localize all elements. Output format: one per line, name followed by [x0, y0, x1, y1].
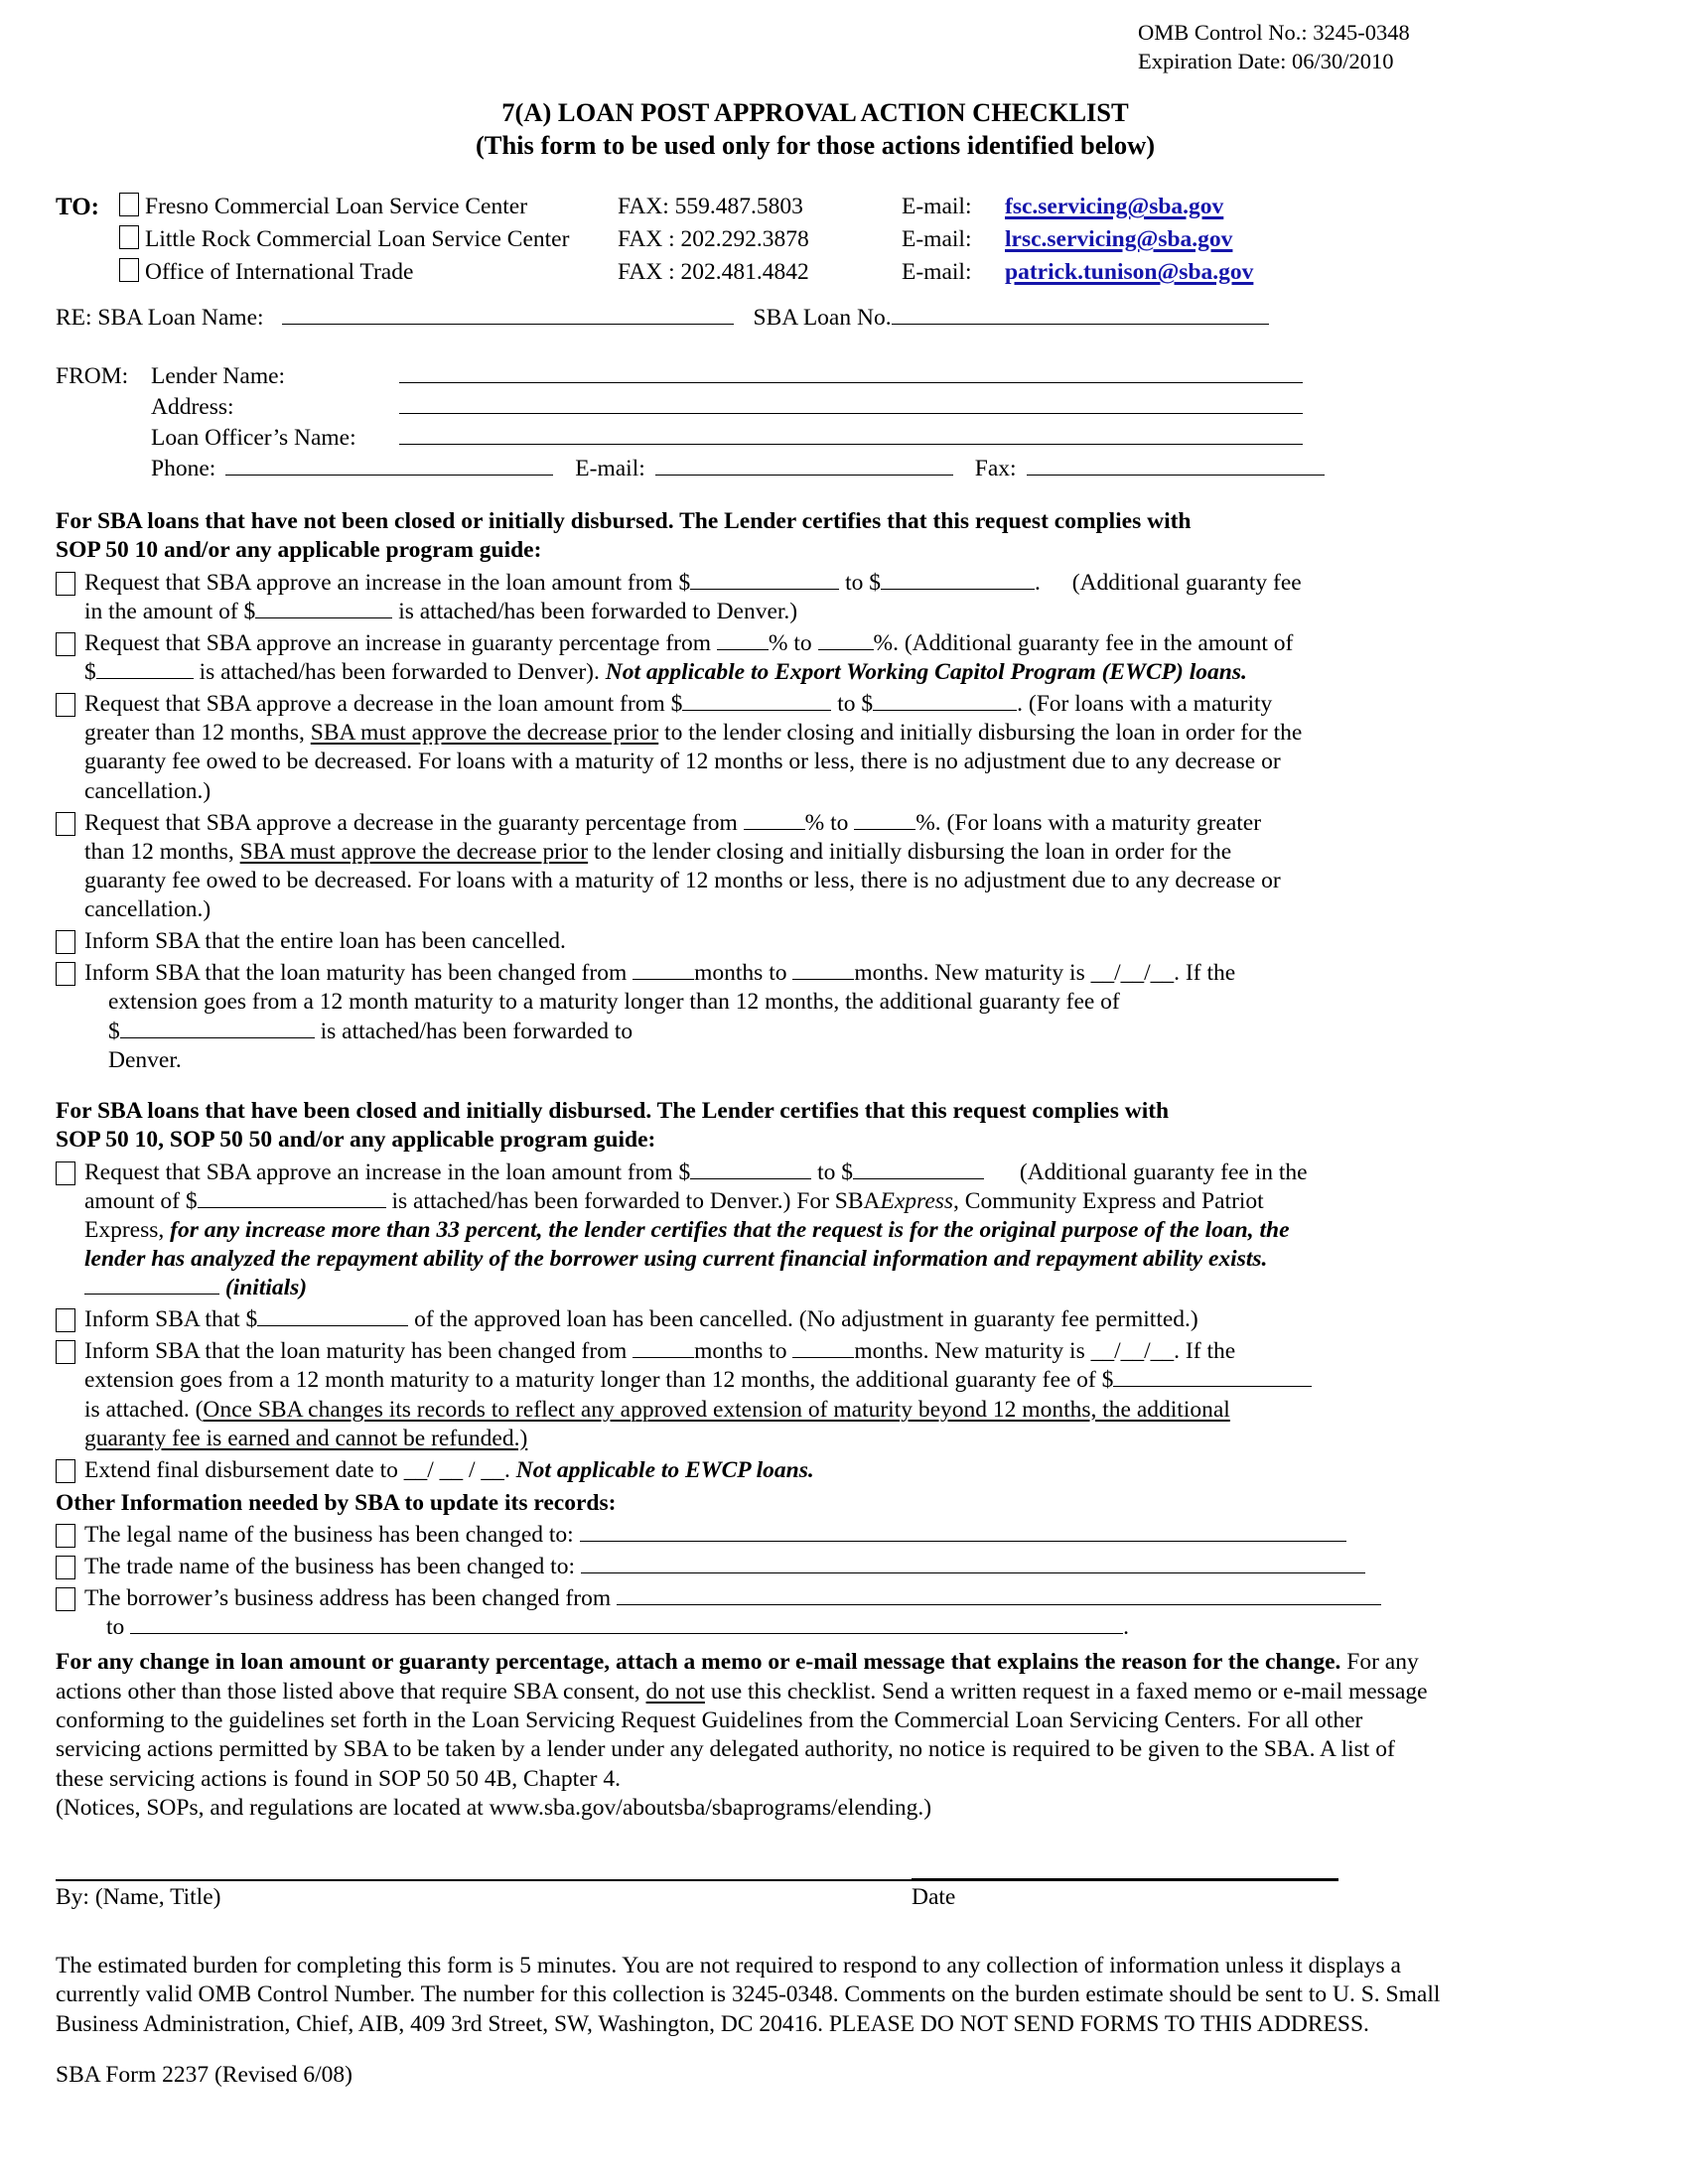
s1-i5-text: Inform SBA that the entire loan has been cancelled.	[84, 928, 566, 955]
to-office-fresno: Fresno Commercial Loan Service Center	[145, 194, 528, 220]
closing-note-line2-c: use this checklist. Send a written request in a faxed memo or e-mail message	[710, 1678, 1428, 1705]
phone-input[interactable]	[225, 455, 553, 476]
checkbox-little-rock[interactable]	[119, 225, 139, 249]
s2-i1-fee-input[interactable]	[198, 1189, 386, 1208]
section2-item-increase-loan-amount	[56, 1159, 1575, 1303]
s3-i2-label: The trade name of the business has been changed to:	[84, 1553, 575, 1579]
s2-i4-text-d: Not applicable to EWCP loans.	[515, 1456, 814, 1483]
section2-item-extend-disbursement	[56, 1456, 1575, 1485]
s2-i1-text-i: for any increase more than 33 percent, the lender certifies that the request is for the original purpose of the loan, the	[170, 1216, 1290, 1243]
s3-i3-to-label: to	[106, 1614, 125, 1640]
closing-note-line5: these servicing actions is found in SOP 50 50 4B, Chapter 4.	[56, 1765, 621, 1792]
closing-note-line2-b: do not	[645, 1678, 705, 1705]
s2-i3-text-b: months to	[694, 1338, 787, 1365]
email-label: E-mail:	[575, 455, 645, 481]
to-email-label-international-trade: E-mail:	[902, 259, 972, 286]
s3-i1-input[interactable]	[580, 1523, 1346, 1542]
sba-loan-no-input[interactable]	[892, 304, 1269, 325]
s1-i4-text-b: %	[804, 809, 825, 836]
re-section	[56, 304, 1575, 333]
fax-input[interactable]	[1027, 455, 1325, 476]
s1-i6-text-c: months. New maturity is	[854, 960, 1085, 987]
section3-item-legal-name	[56, 1521, 1575, 1550]
s1-i3-text-f: to the lender closing and initially disbursing the loan in order for the	[664, 720, 1303, 747]
signature-date-block	[912, 1878, 1338, 1912]
section2-heading-line1: For SBA loans that have been closed and initially disbursed. The Lender certifies that this request complies with	[56, 1097, 1170, 1124]
s1-i6-text-g: $	[108, 1018, 120, 1044]
to-office-little-rock: Little Rock Commercial Loan Service Center	[145, 226, 570, 253]
s1-i6-text-i: Denver.	[108, 1046, 182, 1073]
section3-heading: Other Information needed by SBA to update its records:	[56, 1489, 617, 1516]
phone-label: Phone:	[151, 455, 216, 481]
s3-i2-input[interactable]	[581, 1555, 1365, 1573]
checkbox-s1-entire-loan-cancelled[interactable]	[56, 930, 75, 954]
s1-i3-to-input[interactable]	[873, 692, 1017, 711]
s2-i4-text-a: Extend final disbursement date to	[84, 1456, 398, 1483]
to-row-international-trade	[56, 258, 1575, 291]
to-row-little-rock	[56, 225, 1575, 258]
burden-statement	[56, 1952, 1575, 2039]
s1-i3-text-g: guaranty fee owed to be decreased. For loans with a maturity of 12 months or less, there is no adjustment due to any decrease or	[84, 749, 1281, 775]
checkbox-s1-decrease-guaranty-pct[interactable]	[56, 812, 75, 836]
s2-i4-date-input[interactable]: __/ __ / __	[403, 1456, 504, 1483]
s1-i2-text-f: Not applicable to Export Working Capitol Program (EWCP) loans.	[605, 659, 1247, 686]
s2-i3-to-months-input[interactable]	[792, 1339, 854, 1358]
section1-item-increase-loan-amount	[56, 569, 1575, 626]
address-label: Address:	[151, 393, 234, 420]
s1-i1-to-input[interactable]	[881, 571, 1035, 590]
s1-i6-text-h: is attached/has been forwarded to	[320, 1018, 633, 1044]
closing-note-line1-rest: For any	[1346, 1649, 1419, 1676]
s1-i1-text-f: is attached/has been forwarded to Denver.)	[398, 598, 798, 624]
sba-loan-no-label: SBA Loan No.	[753, 305, 892, 332]
s3-i1-label: The legal name of the business has been changed to:	[84, 1521, 574, 1548]
from-address-row	[56, 393, 1575, 424]
to-row-fresno	[56, 193, 1575, 225]
section1-item-decrease-guaranty-pct	[56, 809, 1575, 925]
omb-control-number: OMB Control No.: 3245-0348	[1138, 20, 1410, 45]
checkbox-s3-trade-name[interactable]	[56, 1556, 75, 1579]
omb-header	[1138, 18, 1575, 76]
signature-section	[56, 1878, 1575, 1912]
re-loan-name-input[interactable]	[282, 304, 734, 325]
s2-i2-text-b: of the approved loan has been cancelled. (No adjustment in guaranty fee permitted.)	[414, 1306, 1198, 1333]
form-title: 7(A) LOAN POST APPROVAL ACTION CHECKLIST	[501, 96, 1129, 127]
closing-note-bold-lead: For any change in loan amount or guaranty percentage, attach a memo or e-mail message that explains the reason for the change.	[56, 1649, 1341, 1676]
s1-i2-text-b: % to	[768, 629, 812, 656]
section2-item-partial-cancel	[56, 1305, 1575, 1334]
s2-i1-to-input[interactable]	[853, 1160, 984, 1179]
s1-i6-text-e: . If the	[1174, 960, 1236, 987]
checkbox-s1-decrease-loan-amount[interactable]	[56, 693, 75, 717]
s1-i6-new-maturity-input[interactable]: __/__/__	[1090, 960, 1175, 987]
burden-line2: currently valid OMB Control Number. The number for this collection is 3245-0348. Comments on the burden estimate should be sent to U. S. Small	[56, 1981, 1441, 2008]
lender-name-label: Lender Name:	[151, 362, 286, 389]
s1-i6-to-months-input[interactable]	[792, 961, 854, 980]
s2-i1-initials-input[interactable]	[84, 1276, 219, 1295]
s3-i3-label: The borrower’s business address has been changed from	[84, 1584, 612, 1611]
s1-i4-text-d: %. (For loans with a maturity greater	[915, 809, 1262, 836]
to-email-international-trade[interactable]: patrick.tunison@sba.gov	[1005, 259, 1254, 286]
section2-heading-line2: SOP 50 10, SOP 50 50 and/or any applicable program guide:	[56, 1127, 656, 1154]
loan-officer-input[interactable]	[399, 424, 1303, 445]
closing-note-line2-a: actions other than those listed above that require SBA consent,	[56, 1678, 640, 1705]
to-fax-international-trade: FAX : 202.481.4842	[618, 259, 809, 286]
s2-i3-fee-input[interactable]	[1113, 1368, 1312, 1387]
section1-heading	[56, 507, 1575, 566]
to-fax-fresno: FAX: 559.487.5803	[618, 194, 803, 220]
closing-note-line1	[56, 1648, 1575, 1677]
section1-item-entire-loan-cancelled	[56, 927, 1575, 956]
s1-i3-text-b: to $	[837, 691, 874, 718]
s1-i3-text-c: . (For loans with a maturity	[1017, 691, 1273, 718]
s1-i4-text-h: guaranty fee owed to be decreased. For loans with a maturity of 12 months or less, there is no adjustment due to any decrease or	[84, 867, 1281, 893]
to-email-label-fresno: E-mail:	[902, 194, 972, 220]
s2-i1-from-input[interactable]	[690, 1160, 811, 1179]
s2-i3-new-maturity-input[interactable]: __/__/__	[1090, 1338, 1175, 1365]
s2-i1-text-j: lender has analyzed the repayment ability of the borrower using current financial information and repayment ability exists.	[84, 1245, 1268, 1272]
s1-i1-text-a: Request that SBA approve an increase in the loan amount from $	[84, 569, 691, 596]
s1-i2-text-c: %. (Additional guaranty fee in the amount of	[873, 629, 1294, 656]
section1-item-increase-guaranty-pct	[56, 629, 1575, 687]
s1-i2-from-pct-input[interactable]	[717, 631, 769, 650]
omb-expiration-date: Expiration Date: 06/30/2010	[1138, 49, 1394, 74]
s1-i4-text-i: cancellation.)	[84, 896, 211, 923]
s1-i3-text-a: Request that SBA approve a decrease in the loan amount from $	[84, 691, 683, 718]
checkbox-international-trade[interactable]	[119, 258, 139, 282]
s2-i3-text-c: months. New maturity is	[854, 1338, 1085, 1365]
to-email-label-little-rock: E-mail:	[902, 226, 972, 253]
s2-i3-text-a: Inform SBA that the loan maturity has been changed from	[84, 1338, 628, 1365]
s3-i3-from-input[interactable]	[617, 1586, 1381, 1605]
s2-i1-text-a: Request that SBA approve an increase in the loan amount from $	[84, 1159, 691, 1185]
s1-i2-text-a: Request that SBA approve an increase in guaranty percentage from	[84, 629, 712, 656]
signature-date-label: Date	[912, 1884, 956, 1911]
s3-i3-to-input[interactable]	[130, 1615, 1123, 1634]
s2-i3-text-h: Once SBA changes its records to reflect any approved extension of maturity beyond 12 months, the additional	[203, 1396, 1230, 1423]
s1-i4-text-e: than 12 months,	[84, 838, 234, 865]
checkbox-s1-increase-guaranty-pct[interactable]	[56, 632, 75, 656]
s1-i1-fee-input[interactable]	[255, 600, 392, 618]
to-label: TO:	[56, 194, 99, 221]
closing-note-line6: (Notices, SOPs, and regulations are located at www.sba.gov/aboutsba/sbaprograms/elending.)	[56, 1795, 932, 1821]
fax-label: Fax:	[974, 455, 1017, 481]
checkbox-s1-increase-loan-amount[interactable]	[56, 572, 75, 596]
s2-i1-text-d: amount of $	[84, 1187, 198, 1214]
s1-i6-from-months-input[interactable]	[633, 961, 694, 980]
to-fax-little-rock: FAX : 202.292.3878	[618, 226, 809, 253]
s2-i2-amount-input[interactable]	[257, 1307, 408, 1326]
s2-i1-text-c: (Additional guaranty fee in the	[1019, 1159, 1308, 1185]
checkbox-s2-maturity-changed[interactable]	[56, 1340, 75, 1364]
closing-note-line2	[56, 1678, 1575, 1706]
s1-i1-text-b: to $	[845, 569, 881, 596]
to-office-international-trade: Office of International Trade	[145, 259, 414, 286]
s1-i2-to-pct-input[interactable]	[818, 631, 874, 650]
closing-note	[56, 1648, 1575, 1823]
signature-by-block	[56, 1879, 912, 1912]
s3-i3-period: .	[1123, 1614, 1130, 1640]
burden-line1: The estimated burden for completing this form is 5 minutes. You are not required to respond to any collection of information unless it displays a	[56, 1953, 1401, 1979]
checkbox-s2-partial-cancel[interactable]	[56, 1308, 75, 1332]
form-subtitle: (This form to be used only for those actions identified below)	[475, 130, 1156, 161]
s1-i4-text-g: to the lender closing and initially disbursing the loan in order for the	[594, 838, 1232, 865]
checkbox-s3-business-address[interactable]	[56, 1587, 75, 1611]
s1-i6-fee-input[interactable]	[120, 1020, 315, 1038]
address-input[interactable]	[399, 393, 1303, 414]
email-input[interactable]	[655, 455, 953, 476]
s1-i3-text-h: cancellation.)	[84, 777, 211, 804]
s1-i6-text-b: months to	[694, 960, 787, 987]
s2-i3-text-f: extension goes from a 12 month maturity to a maturity longer than 12 months, the additional guaranty fee of $	[84, 1367, 1114, 1394]
s1-i6-text-a: Inform SBA that the loan maturity has been changed from	[84, 960, 628, 987]
s1-i4-text-f: SBA must approve the decrease prior	[239, 838, 589, 865]
s2-i3-from-months-input[interactable]	[633, 1339, 694, 1358]
s2-i1-text-f: Express	[880, 1187, 954, 1214]
from-contact-row	[56, 455, 1575, 485]
section2-item-maturity-changed	[56, 1337, 1575, 1453]
s2-i1-initials-label: (initials)	[224, 1275, 308, 1301]
section3-item-trade-name	[56, 1553, 1575, 1581]
section1-heading-line2: SOP 50 10 and/or any applicable program guide:	[56, 537, 542, 564]
checkbox-s2-increase-loan-amount[interactable]	[56, 1161, 75, 1185]
checkbox-fresno[interactable]	[119, 193, 139, 216]
section3-item-business-address	[56, 1584, 1575, 1642]
from-lender-name-row	[56, 362, 1575, 393]
s1-i4-from-pct-input[interactable]	[744, 811, 805, 830]
from-loan-officer-row	[56, 424, 1575, 455]
from-label: FROM:	[56, 362, 129, 389]
checkbox-s1-maturity-changed[interactable]	[56, 962, 75, 986]
s1-i2-text-e: is attached/has been forwarded to Denver).	[199, 659, 600, 686]
s2-i1-text-b: to $	[817, 1159, 853, 1185]
closing-note-line3: conforming to the guidelines set forth in the Loan Servicing Request Guidelines from the Commercial Loan Servicing Centers. For all other	[56, 1706, 1363, 1733]
s1-i6-text-f: extension goes from a 12 month maturity to a maturity longer than 12 months, the additional guaranty fee of	[108, 989, 1120, 1016]
re-loan-name-label: RE: SBA Loan Name:	[56, 305, 264, 332]
burden-line3: Business Administration, Chief, AIB, 409 3rd Street, SW, Washington, DC 20416. PLEASE DO NOT SEND FORMS TO THIS ADDRESS.	[56, 2010, 1369, 2037]
s2-i1-text-e: is attached/has been forwarded to Denver.) For SBA	[391, 1187, 881, 1214]
to-email-little-rock[interactable]: lrsc.servicing@sba.gov	[1005, 226, 1233, 253]
to-email-fresno[interactable]: fsc.servicing@sba.gov	[1005, 194, 1224, 220]
s1-i1-text-d: (Additional guaranty fee	[1071, 569, 1302, 596]
s2-i1-text-g: , Community Express and Patriot	[953, 1187, 1264, 1214]
section1-item-maturity-changed	[56, 959, 1575, 1075]
lender-name-input[interactable]	[399, 362, 1303, 383]
s1-i4-to-pct-input[interactable]	[854, 811, 915, 830]
section1-item-decrease-loan-amount	[56, 690, 1575, 806]
s1-i2-fee-input[interactable]	[96, 660, 194, 679]
checkbox-s2-extend-disbursement[interactable]	[56, 1459, 75, 1483]
signature-by-label: By: (Name, Title)	[56, 1884, 221, 1911]
s2-i3-text-e: . If the	[1174, 1338, 1236, 1365]
section2-heading	[56, 1097, 1575, 1156]
s1-i1-text-c: .	[1034, 569, 1041, 596]
s1-i4-text-a: Request that SBA approve a decrease in the guaranty percentage from	[84, 809, 738, 836]
s1-i1-text-e: in the amount of $	[84, 598, 256, 624]
form-title-block	[56, 96, 1575, 164]
s1-i3-text-d: greater than 12 months,	[84, 720, 305, 747]
s1-i1-from-input[interactable]	[690, 571, 839, 590]
checkbox-s3-legal-name[interactable]	[56, 1524, 75, 1548]
section1-heading-line1: For SBA loans that have not been closed or initially disbursed. The Lender certifies that this request complies with	[56, 507, 1192, 534]
s2-i2-text-a: Inform SBA that $	[84, 1306, 258, 1333]
s2-i4-text-c: .	[503, 1456, 510, 1483]
s2-i3-text-i: guaranty fee is earned and cannot be refunded.)	[84, 1425, 528, 1451]
from-section	[56, 362, 1575, 485]
s2-i1-text-h: Express,	[84, 1216, 165, 1243]
to-section	[56, 193, 1575, 291]
s1-i2-text-d: $	[84, 659, 96, 686]
s1-i4-text-c: to	[830, 809, 849, 836]
s1-i3-text-e: SBA must approve the decrease prior	[310, 720, 659, 747]
form-number: SBA Form 2237 (Revised 6/08)	[56, 2062, 352, 2089]
s1-i3-from-input[interactable]	[682, 692, 831, 711]
s2-i3-text-g: is attached. (	[84, 1396, 204, 1423]
closing-note-line4: servicing actions permitted by SBA to be taken by a lender under any delegated authority, no notice is required to be given to the SBA. A list of	[56, 1736, 1395, 1763]
loan-officer-label: Loan Officer’s Name:	[151, 424, 356, 451]
